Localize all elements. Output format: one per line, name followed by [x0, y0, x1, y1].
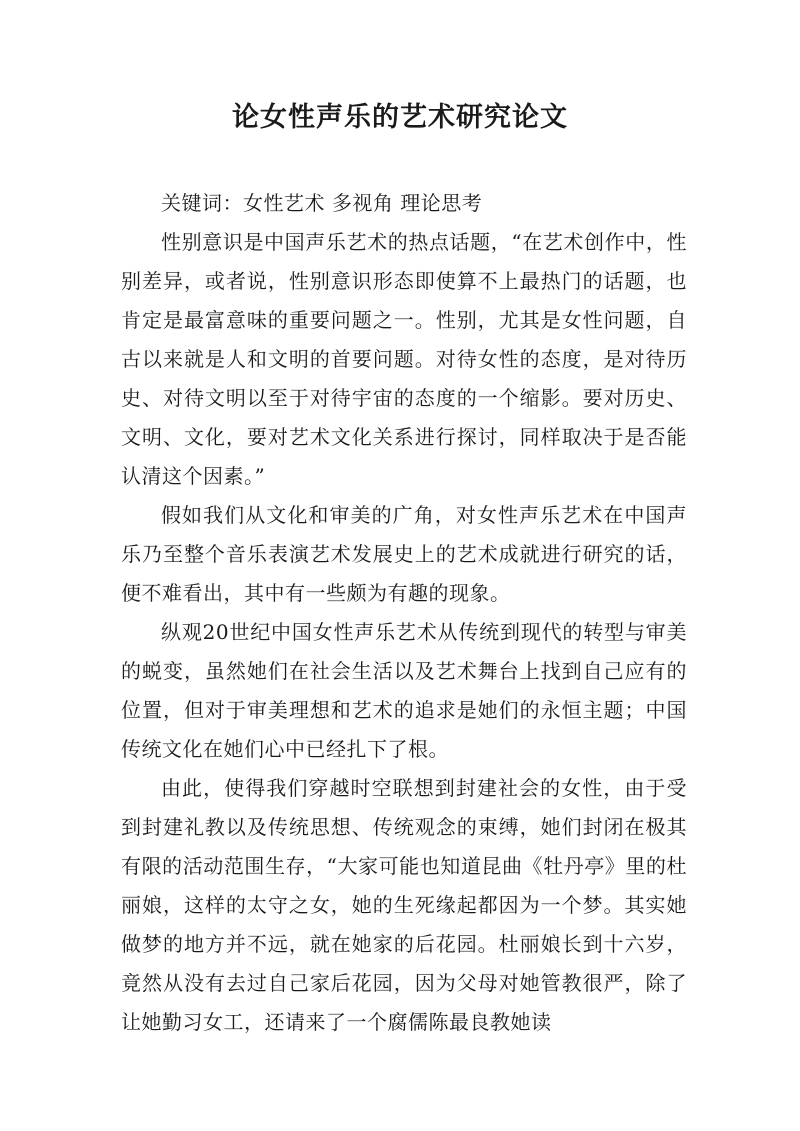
paragraph: 由此，使得我们穿越时空联想到封建社会的女性，由于受到封建礼教以及传统思想、传统观念的束缚，她们封闭在极其有限的活动范围生存，“大家可能也知道昆曲《牡丹亭》里的杜丽娘，这样的太守之女，她的生死缘起都因为一个梦。其实她做梦的地方并不远，就在她家的后花园。杜丽娘长到十六岁，竟然从没有去过自己家后花园，因为父母对她管教很严，除了让她勤习女工，还请来了一个腐儒陈最良教她读 — [121, 776, 687, 1034]
document-title: 论女性声乐的艺术研究论文 — [232, 102, 568, 133]
paragraph: 性别意识是中国声乐艺术的热点话题，“在艺术创作中，性别差异，或者说，性别意识形态即使算不上最热门的话题，也肯定是最富意味的重要问题之一。性别，尤其是女性问题，自古以来就是人和文明的首要问题。对待女性的态度，是对待历史、对待文明以至于对待宇宙的态度的一个缩影。要对历史、文明、文化，要对艺术文化关系进行探讨，同样取决于是否能认清这个因素。” — [121, 230, 687, 488]
paragraph: 纵观20世纪中国女性声乐艺术从传统到现代的转型与审美的蜕变，虽然她们在社会生活以及艺术舞台上找到自己应有的位置，但对于审美理想和艺术的追求是她们的永恒主题；中国传统文化在她们心中已经扎下了根。 — [121, 620, 687, 761]
keywords-line: 关键词：女性艺术 多视角 理论思考 — [161, 191, 483, 215]
paragraph: 假如我们从文化和审美的广角，对女性声乐艺术在中国声乐乃至整个音乐表演艺术发展史上的艺术成就进行研究的话，便不难看出，其中有一些颇为有趣的现象。 — [121, 503, 687, 605]
document-body — [121, 184, 687, 1042]
